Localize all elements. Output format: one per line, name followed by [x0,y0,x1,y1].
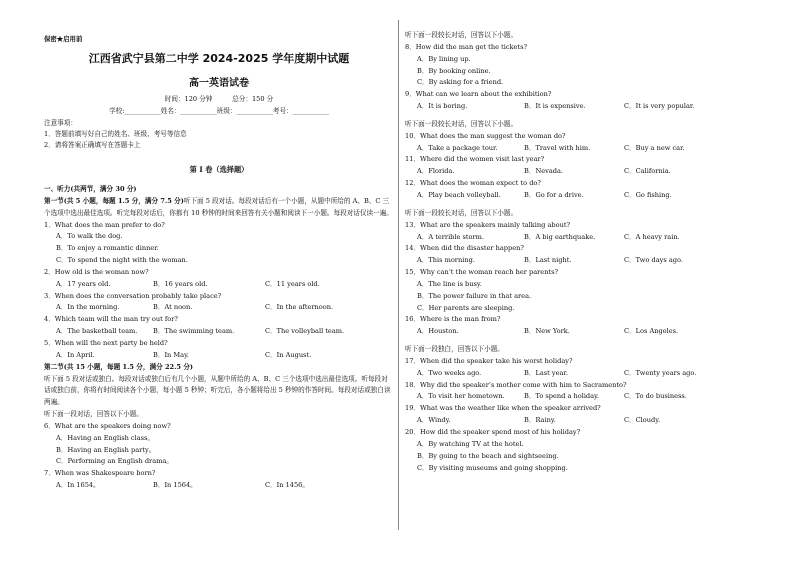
answer-option: A．In April. [56,350,95,359]
answer-option: A．Two weeks ago. [417,368,482,377]
answer-option: A．17 years old. [56,279,111,288]
question-text: 12．What does the woman expect to do? [405,179,541,188]
question-text: 17．When did the speaker take his worst holiday? [405,356,573,365]
exam-time-score: 时间：120 分钟 总分：150 分 [164,95,274,103]
answer-option: C．In 1456。 [265,481,309,490]
answer-option: A．A terrible storm. [417,232,485,241]
answer-option: A．This morning. [417,256,475,265]
answer-option: B．By booking online. [417,66,491,75]
options-row [44,326,394,338]
answer-option: C．Twenty years ago. [624,368,697,377]
question-text: 6．What are the speakers doing now? [44,421,171,430]
answer-option: A．By lining up. [417,54,471,63]
answer-option: A．The basketball team. [56,327,138,336]
answer-option: C．California. [624,167,671,176]
question-text: 4．Which team will the man try out for? [44,315,178,324]
part1-intro [44,196,394,220]
question-text: 2．How old is the woman now? [44,267,149,276]
options-row [405,101,755,113]
question-text: 20．How did the speaker spend most of his holiday? [405,428,581,436]
answer-option: C．In August. [265,350,312,359]
answer-option: C．By visiting museums and going shopping. [417,463,568,472]
question-text: 16．Where is the man from? [405,315,501,324]
student-info-line: 学校:___________姓名：___________班级：___________考号：___________ [109,107,329,115]
answer-option: B．By going to the beach and sightseeing. [417,451,559,460]
options-row [405,166,755,178]
answer-option: B．Last year. [524,368,568,377]
answer-option: B．Rainy. [524,416,556,425]
answer-option: A．Take a package tour. [417,143,498,152]
answer-option: C．To spend the night with the woman. [56,256,188,265]
answer-option: A．In 1654。 [56,481,100,490]
question-group-1 [44,220,394,362]
question-text: 10．What does the man suggest the woman do? [405,131,566,140]
answer-option: C．Los Angeles. [624,327,679,336]
confidential-mark: 保密★启用前 [44,35,83,43]
answer-option: A．To walk the dog. [56,232,123,241]
answer-option: B．To enjoy a romantic dinner. [56,244,159,253]
question-text: 13．What are the speakers mainly talking about? [405,220,571,229]
question-text: 9．What can we learn about the exhibition? [405,90,552,99]
options-row [44,279,394,291]
options-row [405,368,755,380]
answer-option: B．Go for a drive. [524,190,584,199]
question-text: 5．When will the next party be held? [44,338,168,347]
answer-option: B．Nevada. [524,167,564,176]
left-column [44,184,394,492]
notes-block [44,118,394,151]
answer-option: C．The volleyball team. [265,327,345,336]
options-row [405,190,755,202]
dialogue-prompt: 听下面一段独白，回答以下小题。 [405,345,504,354]
answer-option: B．In 1564。 [153,481,197,490]
options-row [44,302,394,314]
answer-option: B．To spend a holiday. [524,392,600,401]
options-row [405,255,755,267]
answer-option: B．It is expensive. [524,102,586,111]
dialogue-prompt: 听下面一段较长对话，回答以下小题。 [405,31,518,39]
answer-option: A．The line is busy. [417,279,482,288]
answer-option: C．Two days ago. [624,256,683,265]
question-text: 14．When did the disaster happen? [405,244,524,253]
answer-option: B．New York. [524,327,570,336]
options-row [405,326,755,338]
answer-option: A．Windy. [417,416,451,425]
notes-item: 2．请将答案正确填写在答题卡上 [44,141,141,149]
answer-option: C．Go fishing. [624,190,672,199]
column-divider [398,20,399,530]
question-text: 19．What was the weather like when the speaker arrived? [405,404,601,413]
answer-option: C．To do business. [624,392,687,401]
part2-heading: 第二节(共 15 小题，每题 1.5 分，满分 22.5 分) [44,362,194,371]
answer-option: A．By watching TV at the hotel. [417,439,524,448]
answer-option: A．In the morning. [56,303,120,312]
options-row [405,391,755,403]
answer-option: A．To visit her hometown. [417,392,505,401]
question-text: 1．What does the man prefer to do? [44,220,165,229]
question-group-2 [44,421,394,492]
answer-option: A．Houston. [417,327,459,336]
question-text: 8．How did the man get the tickets? [405,42,527,51]
options-row [405,415,755,427]
part1-heading: 第一节(共 5 小题，每题 1.5 分，满分 7.5 分) [44,196,184,205]
notes-item: 1．答题前填写好自己的姓名、班级、考号等信息 [44,130,187,138]
answer-option: A．Having an English class。 [56,433,155,442]
answer-option: C．Her parents are sleeping. [417,303,515,312]
question-text: 15．Why can’t the woman reach her parents? [405,268,559,277]
options-row [405,232,755,244]
answer-option: C．In the afternoon. [265,303,334,312]
answer-option: B．At noon. [153,303,193,312]
exam-subtitle: 高一英语试卷 [189,78,249,89]
answer-option: C．Cloudy. [624,416,661,425]
answer-option: B．The power failure in that area. [417,291,532,300]
answer-option: C．A heavy rain. [624,232,680,241]
answer-option: B．Having an English party。 [56,445,156,454]
answer-option: C．It is very popular. [624,102,695,111]
question-text: 3．When does the conversation probably take place? [44,291,222,300]
question-text: 7．When was Shakespeare born? [44,469,156,478]
answer-option: C．By asking for a friend. [417,78,504,87]
answer-option: B．Last night. [524,256,572,265]
part2-instructions: 听下面 5 段对话或独白。每段对话或独白后有几个小题，从题中所给的 A、B、C 三个选项中选出最佳选项。听每段对话或独白前，你将有时间阅读各个小题，每小题 5 秒钟；听完后，各小题将给出 5 秒钟的作答时间。每段对话或独白读两遍。 [44,374,391,407]
answer-option: B．The swimming team. [153,327,235,336]
dialogue-prompt: 听下面一段较长对话，回答以下小题。 [405,208,518,217]
answer-option: A．Florida. [417,167,455,176]
answer-option: B．Travel with him. [524,143,591,152]
notes-heading: 注意事项： [44,119,77,127]
answer-option: A．Play beach volleyball. [417,190,501,199]
answer-option: A．It is boring. [417,102,468,111]
listening-heading: 一、听力(共两节，满分 30 分) [44,185,137,193]
volume-title: 第 I 卷（选择题） [189,165,249,174]
answer-option: B．A big earthquake. [524,232,596,241]
question-text: 11．Where did the women visit last year? [405,155,545,164]
answer-option: B．In May. [153,350,190,359]
options-row [44,480,394,492]
part1-instructions: 听下面 5 段对话。每段对话后有一个小题，从题中所给的 A、B、C 三个选项中选出最佳选项。听完每段对话后，你都有 10 秒钟的时间来回答有关小题和阅读下一小题。每段对话仅读一遍。 [44,196,393,217]
question-text: 18．Why did the speaker’s mother come with him to Sacramento? [405,380,627,389]
answer-option: B．16 years old. [153,279,208,288]
dialogue-prompt: 听下面一段较长对话，回答以下小题。 [405,119,518,128]
exam-title: 江西省武宁县第二中学 2024-2025 学年度期中试题 [88,52,350,65]
options-row [405,143,755,155]
answer-option: C．11 years old. [265,279,320,288]
right-column [405,30,755,474]
dialogue-prompt: 听下面一段对话，回答以下小题。 [44,410,143,419]
answer-option: C．Buy a new car. [624,143,685,152]
answer-option: C．Performing an English drama。 [56,457,173,466]
options-row [44,350,394,362]
